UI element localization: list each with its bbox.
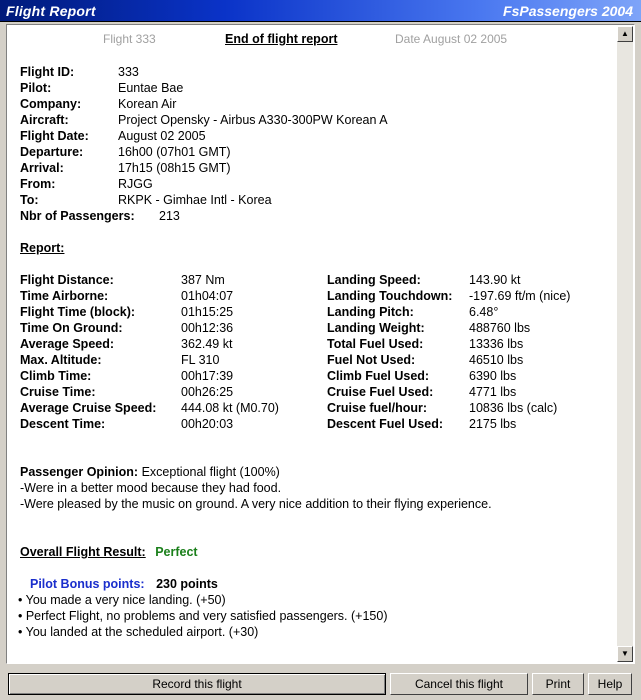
stat-label: Flight Time (block): (20, 305, 136, 319)
info-value: Korean Air (118, 97, 177, 111)
info-value: Euntae Bae (118, 81, 184, 95)
stat-label: Landing Touchdown: (327, 289, 453, 303)
stat-row (20, 337, 233, 351)
stat-row (20, 353, 220, 367)
stat-row (327, 417, 517, 431)
to-row (20, 193, 272, 207)
opinion-line: -Were pleased by the music on ground. A very nice addition to their flying experience. (20, 497, 492, 511)
flight-number-label: Flight 333 (103, 32, 156, 46)
stat-value: 01h04:07 (181, 289, 234, 303)
stat-row (327, 385, 517, 399)
stat-value: 143.90 kt (469, 273, 521, 287)
stat-value: 362.49 kt (181, 337, 233, 351)
stat-label: Flight Distance: (20, 273, 114, 287)
stat-value: 46510 lbs (469, 353, 524, 367)
pilot-bonus (30, 577, 218, 591)
vertical-scrollbar[interactable] (617, 26, 633, 662)
stat-label: Landing Speed: (327, 273, 421, 287)
stat-row (327, 337, 524, 351)
report-content (8, 26, 617, 662)
stat-value: 387 Nm (181, 273, 225, 287)
button-bar (0, 668, 641, 700)
info-label: Pilot: (20, 81, 52, 95)
company-row (20, 97, 177, 111)
bonus-item: • Perfect Flight, no problems and very satisfied passengers. (+150) (18, 609, 388, 623)
cancel-flight-button[interactable]: Cancel this flight (390, 673, 528, 695)
stat-label: Descent Fuel Used: (327, 417, 444, 431)
info-value: 333 (118, 65, 139, 79)
report-frame (6, 24, 635, 664)
passengers-row (20, 209, 180, 223)
report-heading: End of flight report (225, 32, 338, 46)
stat-label: Average Cruise Speed: (20, 401, 157, 415)
opinion-line: -Were in a better mood because they had food. (20, 481, 282, 495)
stat-label: Landing Pitch: (327, 305, 414, 319)
stat-label: Cruise Fuel Used: (327, 385, 434, 399)
stat-value: 00h26:25 (181, 385, 234, 399)
window-title: Flight Report (6, 3, 96, 19)
stat-row (20, 417, 234, 431)
stat-row (327, 369, 517, 383)
arrival-row (20, 161, 231, 175)
stat-row (327, 353, 524, 367)
info-value: 17h15 (08h15 GMT) (118, 161, 231, 175)
stat-label: Time On Ground: (20, 321, 123, 335)
title-bar (0, 0, 641, 22)
bonus-item: • You made a very nice landing. (+50) (18, 593, 226, 607)
info-label: Company: (20, 97, 82, 111)
flight-date-label: Date August 02 2005 (395, 32, 508, 46)
opinion-label: Passenger Opinion: (20, 465, 139, 479)
info-value: 16h00 (07h01 GMT) (118, 145, 231, 159)
stat-label: Average Speed: (20, 337, 115, 351)
stat-value: -197.69 ft/m (nice) (469, 289, 571, 303)
info-label: Flight ID: (20, 65, 75, 79)
stat-row (20, 385, 234, 399)
info-value: August 02 2005 (118, 129, 206, 143)
stat-label: Climb Fuel Used: (327, 369, 430, 383)
report-section-title: Report: (20, 241, 65, 255)
scroll-down-arrow-icon[interactable]: ▼ (617, 646, 633, 662)
from-row (20, 177, 153, 191)
flight-id-row (20, 65, 139, 79)
info-value: RKPK - Gimhae Intl - Korea (118, 193, 272, 207)
stat-value: 4771 lbs (469, 385, 517, 399)
stat-value: 444.08 kt (M0.70) (181, 401, 279, 415)
stat-row (20, 305, 234, 319)
overall-result (20, 545, 198, 559)
info-label: Flight Date: (20, 129, 89, 143)
info-label: Aircraft: (20, 113, 69, 127)
info-label: Arrival: (20, 161, 64, 175)
bonus-value: 230 points (156, 577, 218, 591)
info-value: RJGG (118, 177, 153, 191)
stat-value: 6390 lbs (469, 369, 517, 383)
departure-row (20, 145, 231, 159)
print-button[interactable]: Print (532, 673, 584, 695)
stat-label: Total Fuel Used: (327, 337, 424, 351)
stat-value: 00h20:03 (181, 417, 234, 431)
stat-row (327, 273, 521, 287)
stat-label: Fuel Not Used: (327, 353, 416, 367)
stat-value: 2175 lbs (469, 417, 517, 431)
result-value: Perfect (155, 545, 198, 559)
stat-row (327, 305, 499, 319)
stat-label: Descent Time: (20, 417, 106, 431)
help-button[interactable]: Help (588, 673, 632, 695)
info-label: To: (20, 193, 39, 207)
info-value: 213 (159, 209, 180, 223)
scroll-up-arrow-icon[interactable]: ▲ (617, 26, 633, 42)
stat-value: 01h15:25 (181, 305, 234, 319)
passenger-opinion (20, 465, 280, 479)
info-label: Nbr of Passengers: (20, 209, 135, 223)
stat-label: Cruise fuel/hour: (327, 401, 428, 415)
stat-row (327, 321, 531, 335)
stat-value: 00h12:36 (181, 321, 234, 335)
stat-label: Climb Time: (20, 369, 92, 383)
result-label: Overall Flight Result: (20, 545, 146, 559)
stat-row (327, 401, 558, 415)
stat-row (20, 401, 279, 415)
stat-row (20, 369, 234, 383)
stat-value: 00h17:39 (181, 369, 234, 383)
flight-date-row (20, 129, 206, 143)
stat-label: Landing Weight: (327, 321, 425, 335)
stat-label: Cruise Time: (20, 385, 96, 399)
stat-value: 13336 lbs (469, 337, 524, 351)
bonus-label: Pilot Bonus points: (30, 577, 145, 591)
stat-label: Time Airborne: (20, 289, 109, 303)
stat-row (327, 289, 571, 303)
stat-value: 10836 lbs (calc) (469, 401, 558, 415)
record-flight-button[interactable]: Record this flight (8, 673, 386, 695)
opinion-value: Exceptional flight (100%) (141, 465, 280, 479)
bonus-item: • You landed at the scheduled airport. (+30) (18, 625, 259, 639)
info-label: From: (20, 177, 56, 191)
stat-row (20, 289, 234, 303)
aircraft-row (20, 113, 388, 127)
stat-row (20, 321, 234, 335)
stat-label: Max. Altitude: (20, 353, 102, 367)
brand-title: FsPassengers 2004 (503, 3, 633, 19)
stat-value: 6.48° (469, 305, 499, 319)
pilot-row (20, 81, 184, 95)
stat-value: FL 310 (181, 353, 220, 367)
stat-row (20, 273, 225, 287)
info-value: Project Opensky - Airbus A330-300PW Korean A (118, 113, 388, 127)
stat-value: 488760 lbs (469, 321, 531, 335)
info-label: Departure: (20, 145, 84, 159)
